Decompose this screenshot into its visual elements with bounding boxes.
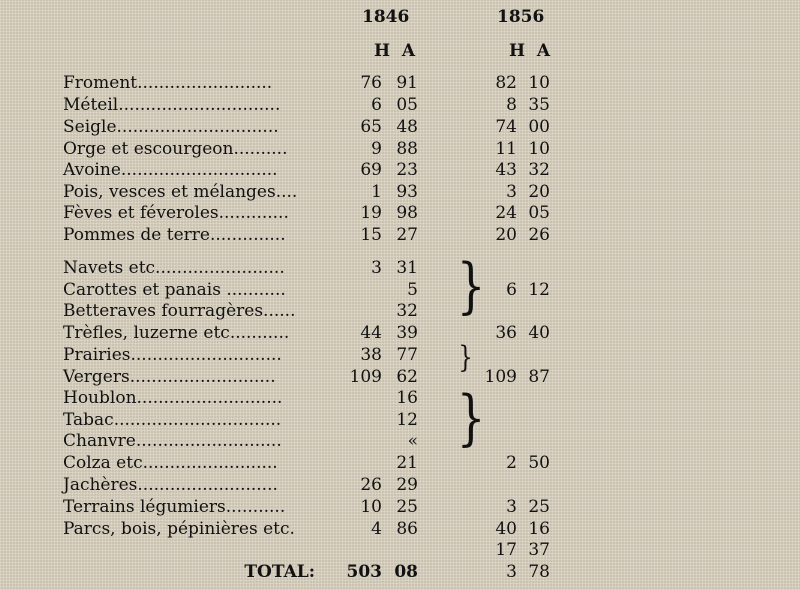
row-a-1846: 23 <box>396 160 418 180</box>
row-h-1846: 19 <box>360 203 382 223</box>
row-label: Jachères.......................... <box>63 475 278 495</box>
row-h-1856: 109 <box>484 367 517 387</box>
row-h-1846: 9 <box>371 139 382 159</box>
row-a-1856: 26 <box>528 225 550 245</box>
row-a-1846: 48 <box>396 117 418 137</box>
row-label: Terrains légumiers........... <box>63 497 286 517</box>
row-a-1846: 93 <box>396 182 418 202</box>
row-a-1856: 10 <box>528 139 550 159</box>
row-a-1846: 25 <box>396 497 418 517</box>
row-h-1846: 109 <box>349 367 382 387</box>
row-h-1846: 15 <box>360 225 382 245</box>
row-a-1846: 86 <box>396 519 418 539</box>
row-a-1856: 05 <box>528 203 550 223</box>
row-a-1846: 31 <box>396 258 418 278</box>
brace-root-crops: } <box>456 251 486 321</box>
row-h-1846: 26 <box>360 475 382 495</box>
row-a-1846: « <box>407 431 418 451</box>
row-label: Carottes et panais ........... <box>63 280 286 300</box>
row-h-1846: 76 <box>360 73 382 93</box>
row-label: Orge et escourgeon.......... <box>63 139 288 159</box>
row-a-1856: 50 <box>528 453 550 473</box>
total-h-1856: 3 <box>506 562 517 582</box>
row-a-1846: 27 <box>396 225 418 245</box>
row-a-1846: 29 <box>396 475 418 495</box>
row-h-1856: 20 <box>495 225 517 245</box>
year-1846-header: 1846 <box>362 7 410 27</box>
row-a-1846: 32 <box>396 301 418 321</box>
row-h-1846: 10 <box>360 497 382 517</box>
row-label: Pommes de terre.............. <box>63 225 286 245</box>
row-h-1856: 8 <box>506 95 517 115</box>
row-a-1846: 12 <box>396 410 418 430</box>
row-a-1846: 21 <box>396 453 418 473</box>
year-1856-header: 1856 <box>497 7 545 27</box>
row-a-1846: 5 <box>407 280 418 300</box>
row-h-1856: 3 <box>506 182 517 202</box>
row-h-1856: 17 <box>495 540 517 560</box>
row-label: Trèfles, luzerne etc........... <box>63 323 290 343</box>
row-label: Tabac............................... <box>63 410 282 430</box>
row-a-1856: 10 <box>528 73 550 93</box>
row-label: Seigle.............................. <box>63 117 279 137</box>
row-a-1846: 91 <box>396 73 418 93</box>
row-a-1846: 98 <box>396 203 418 223</box>
row-label: Méteil.............................. <box>63 95 281 115</box>
total-h-1846: 503 <box>346 562 382 582</box>
row-label: Betteraves fourragères...... <box>63 301 296 321</box>
row-h-1846: 4 <box>371 519 382 539</box>
row-h-1856: 43 <box>495 160 517 180</box>
row-a-1856: 00 <box>528 117 550 137</box>
brace-prairies-vergers: } <box>458 340 473 375</box>
row-label: Parcs, bois, pépinières etc. <box>63 519 295 539</box>
row-h-1856: 74 <box>495 117 517 137</box>
row-h-1846: 69 <box>360 160 382 180</box>
row-h-1856: 82 <box>495 73 517 93</box>
total-a-1856: 78 <box>528 562 550 582</box>
row-a-1846: 62 <box>396 367 418 387</box>
row-a-1856: 37 <box>528 540 550 560</box>
row-label: Navets etc........................ <box>63 258 285 278</box>
row-a-1856: 32 <box>528 160 550 180</box>
row-h-1846: 6 <box>371 95 382 115</box>
row-label: Houblon........................... <box>63 388 283 408</box>
total-label: TOTAL: <box>244 562 315 582</box>
row-label: Colza etc......................... <box>63 453 278 473</box>
row-a-1846: 77 <box>396 345 418 365</box>
row-a-1846: 05 <box>396 95 418 115</box>
row-label: Fèves et féveroles............. <box>63 203 289 223</box>
row-label: Prairies............................ <box>63 345 282 365</box>
row-label: Avoine............................. <box>63 160 278 180</box>
row-a-1856: 12 <box>528 280 550 300</box>
row-h-1856: 40 <box>495 519 517 539</box>
row-h-1846: 38 <box>360 345 382 365</box>
row-h-1856: 36 <box>495 323 517 343</box>
row-label: Chanvre........................... <box>63 431 282 451</box>
row-label: Pois, vesces et mélanges.... <box>63 182 298 202</box>
row-a-1856: 25 <box>528 497 550 517</box>
row-a-1856: 16 <box>528 519 550 539</box>
row-a-1846: 16 <box>396 388 418 408</box>
brace-houblon-chanvre: } <box>456 383 486 453</box>
row-h-1856: 11 <box>495 139 517 159</box>
row-h-1846: 3 <box>371 258 382 278</box>
row-h-1846: 1 <box>371 182 382 202</box>
row-h-1846: 65 <box>360 117 382 137</box>
row-a-1856: 20 <box>528 182 550 202</box>
row-h-1856: 6 <box>506 280 517 300</box>
row-h-1856: 2 <box>506 453 517 473</box>
total-a-1846: 08 <box>394 562 418 582</box>
row-a-1856: 87 <box>528 367 550 387</box>
unit-header-1856: H A <box>509 41 551 61</box>
row-h-1856: 3 <box>506 497 517 517</box>
row-a-1856: 40 <box>528 323 550 343</box>
row-a-1846: 39 <box>396 323 418 343</box>
row-label: Vergers........................... <box>63 367 276 387</box>
row-a-1856: 35 <box>528 95 550 115</box>
row-h-1846: 44 <box>360 323 382 343</box>
unit-header-1846: H A <box>374 41 416 61</box>
row-h-1856: 24 <box>495 203 517 223</box>
row-a-1846: 88 <box>396 139 418 159</box>
row-label: Froment......................... <box>63 73 273 93</box>
